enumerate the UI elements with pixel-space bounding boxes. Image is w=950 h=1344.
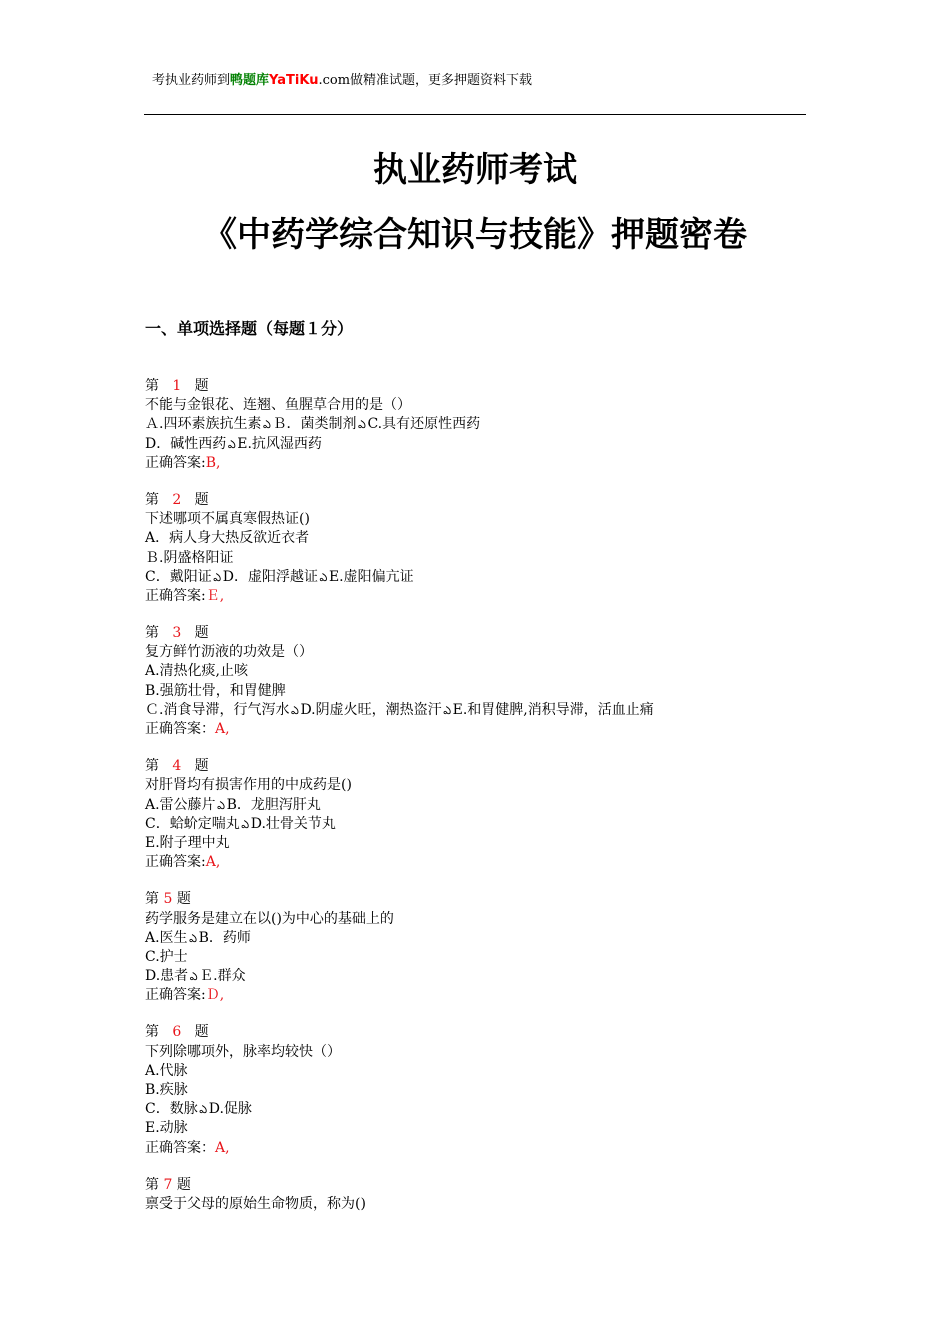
num-suffix: 题 <box>194 378 209 394</box>
option-d: D.阴虚火旺，潮热盗汗 <box>300 701 442 718</box>
answer-line <box>145 1139 825 1158</box>
question-6 <box>145 1023 825 1157</box>
answer-label: 正确答案: <box>145 454 206 471</box>
option-b: B．药师 <box>198 929 251 946</box>
question-number <box>145 624 825 643</box>
answer-value: A, <box>205 854 221 871</box>
answer-value: A, <box>215 1139 230 1156</box>
option-separator-icon: ఎ <box>291 703 299 717</box>
option-b: B.疾脉 <box>145 1082 188 1098</box>
answer-value: A, <box>215 721 230 737</box>
question-stem: 不能与金银花、连翘、鱼腥草合用的是（） <box>145 397 411 414</box>
num-prefix: 第 <box>145 491 159 508</box>
option-separator-icon: ఎ <box>358 418 366 432</box>
num-value: 6 <box>172 1024 182 1041</box>
option-c: C．戴阳证 <box>145 568 212 585</box>
question-2 <box>145 491 825 606</box>
question-number <box>145 491 825 510</box>
option-c: C.护士 <box>145 948 188 965</box>
option-d: D.促脉 <box>208 1101 252 1118</box>
num-value: 4 <box>172 758 182 775</box>
num-value: 3 <box>172 625 182 642</box>
question-stem: 禀受于父母的原始生命物质，称为() <box>145 1195 366 1212</box>
num-prefix: 第 <box>145 378 159 394</box>
question-number <box>145 757 825 776</box>
question-list <box>145 377 825 1232</box>
header-divider <box>144 114 806 115</box>
question-1 <box>145 377 825 473</box>
option-line <box>145 568 825 587</box>
question-5 <box>145 890 825 1005</box>
option-a: A.清热化痰,止咳 <box>145 663 249 680</box>
question-3 <box>145 624 825 739</box>
option-d: D.壮骨关节丸 <box>250 815 336 832</box>
option-b: Ｂ．菌类制剂 <box>272 416 357 433</box>
question-stem: 下列除哪项外，脉率均较快（） <box>145 1043 341 1060</box>
option-separator-icon: ఎ <box>319 570 328 584</box>
option-separator-icon: ఎ <box>241 817 250 831</box>
num-suffix: 题 <box>194 491 209 508</box>
answer-line <box>145 986 825 1005</box>
option-a: A.雷公藤片 <box>145 796 216 813</box>
header-brand-en[interactable]: YaTiKu <box>269 73 319 88</box>
option-c: Ｃ.消食导滞，行气泻水 <box>145 701 290 718</box>
answer-label: 正确答案: <box>145 587 206 604</box>
option-line <box>145 796 825 815</box>
option-separator-icon: ఎ <box>189 970 198 984</box>
option-separator-icon: ఎ <box>199 1103 208 1117</box>
question-number <box>145 890 825 909</box>
answer-label: 正确答案： <box>145 721 215 737</box>
num-suffix: 题 <box>194 625 209 642</box>
num-value: 5 <box>163 891 173 908</box>
option-separator-icon: ఎ <box>227 437 236 451</box>
option-line <box>145 967 825 986</box>
option-c: C．数脉 <box>145 1101 198 1118</box>
answer-line <box>145 853 825 872</box>
option-b: B．龙胆泻肝丸 <box>226 796 321 813</box>
question-4 <box>145 757 825 872</box>
num-value: 7 <box>163 1176 173 1193</box>
option-e: E.和胃健脾,消积导滞，活血止痛 <box>452 701 654 718</box>
question-stem: 药学服务是建立在以()为中心的基础上的 <box>145 910 394 927</box>
option-separator-icon: ఎ <box>213 570 222 584</box>
option-a: A.医生 <box>145 929 188 946</box>
option-a: A.代脉 <box>145 1062 188 1079</box>
option-separator-icon: ఎ <box>217 798 225 812</box>
answer-line <box>145 720 825 739</box>
option-d: D．碱性西药 <box>145 435 227 452</box>
question-stem: 对肝肾均有损害作用的中成药是() <box>145 777 352 794</box>
answer-label: 正确答案: <box>145 987 206 1004</box>
question-number <box>145 1176 825 1195</box>
option-d: D.患者 <box>145 968 189 985</box>
header-prefix: 考执业药师到 <box>152 73 231 88</box>
num-prefix: 第 <box>145 625 159 642</box>
option-a: Ａ.四环素族抗生素 <box>145 416 262 433</box>
document-title-line2: 《中药学综合知识与技能》押题密卷 <box>203 215 747 255</box>
option-line <box>145 435 825 454</box>
document-title-line1: 执业药师考试 <box>373 150 577 190</box>
num-suffix: 题 <box>176 891 191 908</box>
num-suffix: 题 <box>176 1176 191 1193</box>
header-domain-suffix: .com <box>318 73 351 88</box>
question-number <box>145 1023 825 1042</box>
option-c: C.具有还原性西药 <box>367 416 481 433</box>
option-b: Ｂ.阴盛格阳证 <box>145 549 234 566</box>
num-prefix: 第 <box>145 758 159 775</box>
option-line <box>145 415 825 434</box>
section-title: 一、单项选择题（每题１分） <box>145 319 354 338</box>
num-suffix: 题 <box>194 758 209 775</box>
num-suffix: 题 <box>194 1024 209 1041</box>
answer-label: 正确答案: <box>145 854 206 871</box>
question-stem: 下述哪项不属真寒假热证() <box>145 511 310 528</box>
num-prefix: 第 <box>145 1176 159 1193</box>
answer-value: Ｄ, <box>205 987 225 1004</box>
option-separator-icon: ఎ <box>263 418 271 432</box>
option-line <box>145 701 825 720</box>
answer-line <box>145 587 825 606</box>
option-e: Ｅ.群众 <box>199 968 246 985</box>
option-d: D．虚阳浮越证 <box>222 568 318 585</box>
answer-line <box>145 454 825 473</box>
option-line <box>145 815 825 834</box>
option-e: E.虚阳偏亢证 <box>328 568 414 585</box>
question-number <box>145 377 825 396</box>
num-prefix: 第 <box>145 1024 159 1041</box>
num-value: 1 <box>172 378 182 394</box>
option-a: A．病人身大热反欲近衣者 <box>145 530 310 547</box>
header-brand-cn[interactable]: 鸭题库 <box>230 73 270 88</box>
question-7 <box>145 1176 825 1214</box>
option-b: B.强筋壮骨，和胃健脾 <box>145 682 286 699</box>
answer-label: 正确答案： <box>145 1139 215 1156</box>
option-line <box>145 929 825 948</box>
option-separator-icon: ఎ <box>443 703 452 717</box>
answer-value: B, <box>205 454 221 471</box>
option-e: E.附子理中丸 <box>145 834 230 851</box>
option-c: C．蛤蚧定喘丸 <box>145 815 240 832</box>
option-e: E.抗风湿西药 <box>237 435 322 452</box>
question-stem: 复方鲜竹沥液的功效是（） <box>145 644 313 661</box>
header-suffix: 做精准试题，更多押题资料下载 <box>350 73 533 88</box>
option-line <box>145 1100 825 1119</box>
option-e: E.动脉 <box>145 1120 188 1137</box>
option-separator-icon: ఎ <box>189 931 197 945</box>
num-value: 2 <box>172 491 182 508</box>
num-prefix: 第 <box>145 891 159 908</box>
answer-value: Ｅ, <box>205 587 225 604</box>
page-header <box>152 72 532 90</box>
